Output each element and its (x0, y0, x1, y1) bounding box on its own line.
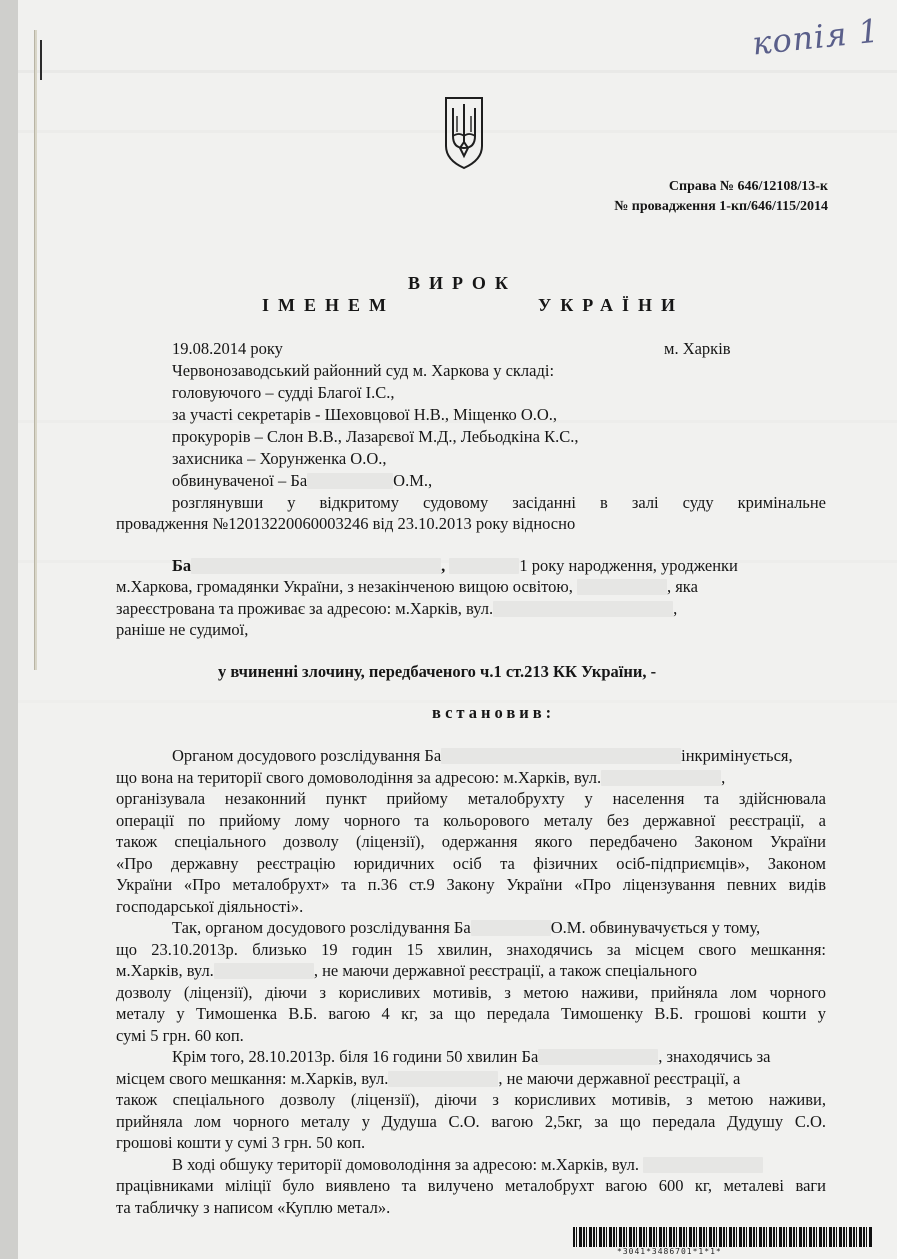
redaction (643, 1157, 763, 1173)
redaction (449, 558, 519, 574)
barcode (573, 1227, 873, 1247)
barcode-number: *3041*3486701*1*1* (617, 1247, 722, 1256)
redaction (471, 920, 551, 936)
court-line: за участі секретарів - Шеховцової Н.В., Міщенко О.О., (172, 405, 558, 424)
redaction (538, 1049, 658, 1065)
consider-line: розглянувши у відкритому судовому засіданні в залі суду кримінальне (172, 493, 826, 512)
paragraph-line: організувала незаконний пункт прийому металобрухту у населення та здійснювала (116, 789, 826, 808)
paragraph-line: України «Про металобрухт» та п.36 ст.9 Закону України «Про ліцензування певних видів (116, 875, 826, 894)
paragraph-line: Так, органом досудового розслідування Ба О.М. обвинувачується у тому, (172, 918, 761, 937)
person-line: м.Харкова, громадянки України, з незакінченою вищою освітою, , яка (116, 577, 698, 596)
paragraph-line: сумі 5 грн. 60 коп. (116, 1026, 244, 1045)
redaction (214, 963, 314, 979)
paragraph-line: металу у Тимошенка В.Б. вагою 4 кг, за що передала Тимошенку В.Б. грошові кошти у (116, 1004, 826, 1023)
court-line: Червонозаводський районний суд м. Харкова у складі: (172, 361, 555, 380)
paragraph-line: працівниками міліції було виявлено та вилучено металобрухт вагою 600 кг, металеві ваги (116, 1176, 826, 1195)
redaction (601, 770, 721, 786)
verdict-date: 19.08.2014 року (172, 339, 283, 358)
established-heading: встановив: (432, 703, 556, 722)
paragraph-line: господарської діяльності». (116, 897, 304, 916)
consider-line: провадження №12013220060003246 від 23.10.2013 року відносно (116, 514, 576, 533)
verdict-city: м. Харків (664, 339, 731, 358)
verdict-title: ВИРОК (408, 273, 517, 293)
trident-emblem-icon (443, 96, 485, 170)
paragraph-line: також спеціального дозволу (ліцензії), діючи з корисливих мотивів, з метою наживи, (116, 1090, 826, 1109)
paragraph-line: місцем свого мешкання: м.Харків, вул. , не маючи державної реєстрації, а (116, 1069, 741, 1088)
verdict-subtitle-right: УКРАЇНИ (538, 295, 684, 315)
redaction (577, 579, 667, 595)
redaction (493, 601, 673, 617)
paragraph-line: В ході обшуку території домоволодіння за адресою: м.Харків, вул. (172, 1154, 763, 1176)
defendant-line: обвинуваченої – Ба О.М., (172, 471, 433, 490)
paragraph-line: та табличку з написом «Куплю метал». (116, 1198, 391, 1217)
proceeding-number: № провадження 1-кп/646/115/2014 (614, 199, 828, 214)
court-line: прокурорів – Слон В.В., Лазарєвої М.Д., Лебьодкіна К.С., (172, 427, 579, 446)
paragraph-line: також спеціального дозволу (ліцензії), одержання якого передбачено Законом України (116, 832, 826, 851)
paragraph-line: дозволу (ліцензії), діючи з корисливих мотивів, з метою наживи, прийняла лом чорного (116, 983, 826, 1002)
paragraph-line: прийняла лом чорного металу у Дудуша С.О. вагою 2,5кг, за що передала Дудушу С.О. (116, 1112, 826, 1131)
paragraph-line: операції по прийому лому чорного та кольорового металу без державної реєстрації, а (116, 811, 826, 830)
person-line: Ба , 1 року народження, уродженки (172, 556, 738, 575)
case-number: Справа № 646/12108/13-к (668, 179, 828, 194)
charge-line: у вчиненні злочину, передбаченого ч.1 ст.213 КК України, - (218, 662, 657, 681)
redaction (388, 1071, 498, 1087)
binding-thread (32, 0, 38, 1259)
redaction (307, 473, 393, 489)
paragraph-line: Органом досудового розслідування Ба інкримінується, (172, 746, 793, 765)
paragraph-line: грошові кошти у сумі 3 грн. 50 коп. (116, 1133, 366, 1152)
paragraph-line: м.Харків, вул. , не маючи державної реєстрації, а також спеціального (116, 961, 697, 980)
court-line: захисника – Хорунженка О.О., (172, 449, 387, 468)
paragraph-line: Крім того, 28.10.2013р. біля 16 години 50 хвилин Ба , знаходячись за (172, 1047, 771, 1066)
court-line: головуючого – судді Благої І.С., (172, 383, 395, 402)
person-line: раніше не судимої, (116, 620, 249, 639)
redaction (441, 748, 681, 764)
redaction (191, 558, 441, 574)
verdict-subtitle-left: ІМЕНЕМ (262, 295, 395, 315)
paragraph-line: що вона на території свого домоволодіння за адресою: м.Харків, вул. , (116, 768, 726, 787)
person-line: зареєстрована та проживає за адресою: м.Харків, вул. , (116, 599, 678, 618)
handwritten-copy-note: копія 1 (750, 11, 882, 63)
paragraph-line: що 23.10.2013р. близько 19 годин 15 хвилин, знаходячись за місцем свого мешкання: (116, 940, 826, 959)
paragraph-line: «Про державну реєстрацію юридичних осіб та фізичних осіб-підприємців», Законом (116, 854, 826, 873)
